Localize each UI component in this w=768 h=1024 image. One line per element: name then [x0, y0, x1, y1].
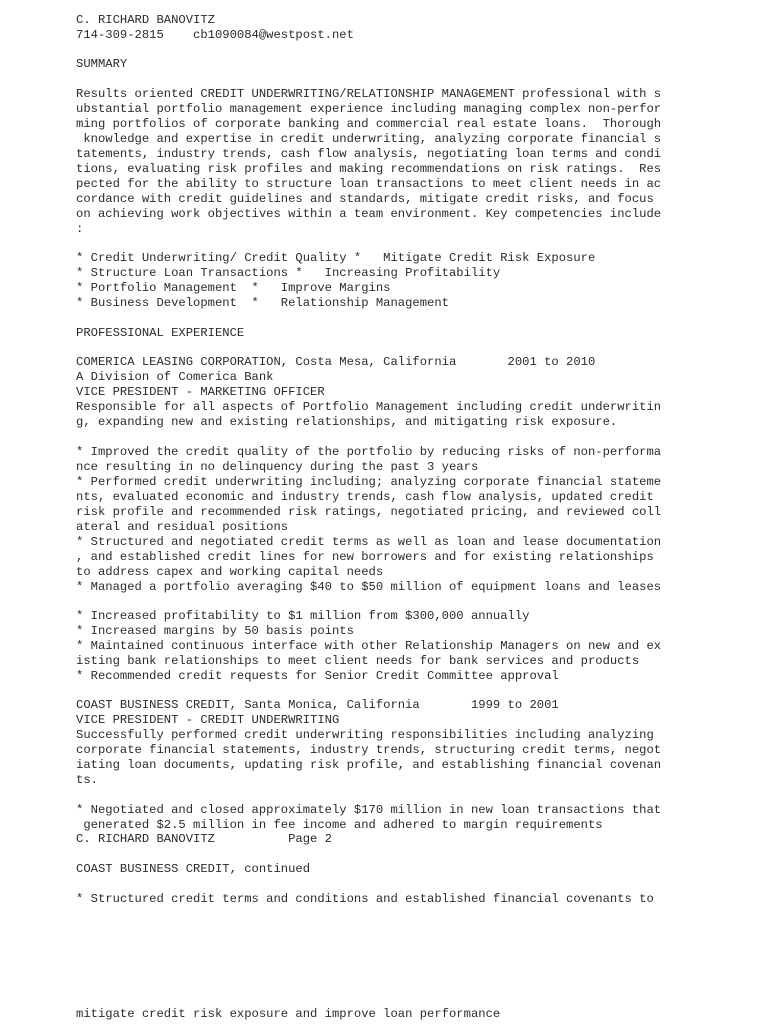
- summary-line: tatements, industry trends, cash flow analysis, negotiating loan terms and condi: [76, 147, 662, 161]
- summary-line: ming portfolios of corporate banking and commercial real estate loans. Thorough: [76, 117, 662, 131]
- job-description-line: Successfully performed credit underwriting responsibilities including analyzing: [76, 728, 654, 742]
- bullet-line: isting bank relationships to meet client needs for bank services and products: [76, 654, 640, 668]
- bullet-line: * Negotiated and closed approximately $170 million in new loan transactions that: [76, 803, 662, 817]
- summary-line: Results oriented CREDIT UNDERWRITING/RELATIONSHIP MANAGEMENT professional with s: [76, 87, 662, 101]
- job-title: VICE PRESIDENT - MARKETING OFFICER: [76, 385, 325, 399]
- competency-line: * Credit Underwriting/ Credit Quality * Mitigate Credit Risk Exposure: [76, 251, 596, 265]
- bullet-line: * Increased profitability to $1 million from $300,000 annually: [76, 609, 530, 623]
- job-description-line: ts.: [76, 773, 98, 787]
- summary-line: :: [76, 222, 84, 236]
- bullet-line: * Improved the credit quality of the portfolio by reducing risks of non-performa: [76, 445, 662, 459]
- experience-heading: PROFESSIONAL EXPERIENCE: [76, 326, 245, 340]
- resume-name: C. RICHARD BANOVITZ: [76, 13, 215, 27]
- summary-line: ubstantial portfolio management experience including managing complex non-perfor: [76, 102, 662, 116]
- summary-line: pected for the ability to structure loan transactions to meet client needs in ac: [76, 177, 662, 191]
- job-description-line: Responsible for all aspects of Portfolio Management including credit underwritin: [76, 400, 662, 414]
- section-continued: COAST BUSINESS CREDIT, continued: [76, 862, 311, 876]
- summary-line: cordance with credit guidelines and standards, mitigate credit risks, and focus: [76, 192, 654, 206]
- summary-line: knowledge and expertise in credit underwriting, analyzing corporate financial s: [76, 132, 662, 146]
- bullet-line: * Increased margins by 50 basis points: [76, 624, 354, 638]
- bullet-line: * Recommended credit requests for Senior Credit Committee approval: [76, 669, 559, 683]
- competency-line: * Portfolio Management * Improve Margins: [76, 281, 391, 295]
- employer-line: COAST BUSINESS CREDIT, Santa Monica, California 1999 to 2001: [76, 698, 559, 712]
- employer-line: COMERICA LEASING CORPORATION, Costa Mesa, California 2001 to 2010: [76, 355, 596, 369]
- bullet-line: * Managed a portfolio averaging $40 to $50 million of equipment loans and leases: [76, 580, 662, 594]
- competency-line: * Business Development * Relationship Management: [76, 296, 449, 310]
- bullet-line: nce resulting in no delinquency during the past 3 years: [76, 460, 479, 474]
- summary-line: tions, evaluating risk profiles and making recommendations on risk ratings. Res: [76, 162, 662, 176]
- bullet-line: * Maintained continuous interface with other Relationship Managers on new and ex: [76, 639, 662, 653]
- bullet-line: mitigate credit risk exposure and improve loan performance: [76, 1007, 501, 1021]
- bullet-line: risk profile and recommended risk ratings, negotiated pricing, and reviewed coll: [76, 505, 662, 519]
- page-header: C. RICHARD BANOVITZ Page 2: [76, 832, 332, 846]
- job-description-line: g, expanding new and existing relationships, and mitigating risk exposure.: [76, 415, 618, 429]
- contact-line: 714-309-2815 cb1090084@westpost.net: [76, 28, 354, 42]
- job-description-line: corporate financial statements, industry trends, structuring credit terms, negot: [76, 743, 662, 757]
- employer-division: A Division of Comerica Bank: [76, 370, 274, 384]
- bullet-line: ateral and residual positions: [76, 520, 289, 534]
- bullet-line: , and established credit lines for new borrowers and for existing relationships: [76, 550, 654, 564]
- summary-heading: SUMMARY: [76, 57, 128, 71]
- summary-line: on achieving work objectives within a team environment. Key competencies include: [76, 207, 662, 221]
- competency-line: * Structure Loan Transactions * Increasing Profitability: [76, 266, 501, 280]
- bullet-line: * Performed credit underwriting including; analyzing corporate financial stateme: [76, 475, 662, 489]
- bullet-line: * Structured credit terms and conditions and established financial covenants to: [76, 892, 654, 906]
- bullet-line: to address capex and working capital needs: [76, 565, 384, 579]
- bullet-line: nts, evaluated economic and industry trends, cash flow analysis, updated credit: [76, 490, 654, 504]
- job-title: VICE PRESIDENT - CREDIT UNDERWRITING: [76, 713, 340, 727]
- job-description-line: iating loan documents, updating risk profile, and establishing financial covenan: [76, 758, 662, 772]
- bullet-line: generated $2.5 million in fee income and adhered to margin requirements: [76, 818, 603, 832]
- bullet-line: * Structured and negotiated credit terms as well as loan and lease documentation: [76, 535, 662, 549]
